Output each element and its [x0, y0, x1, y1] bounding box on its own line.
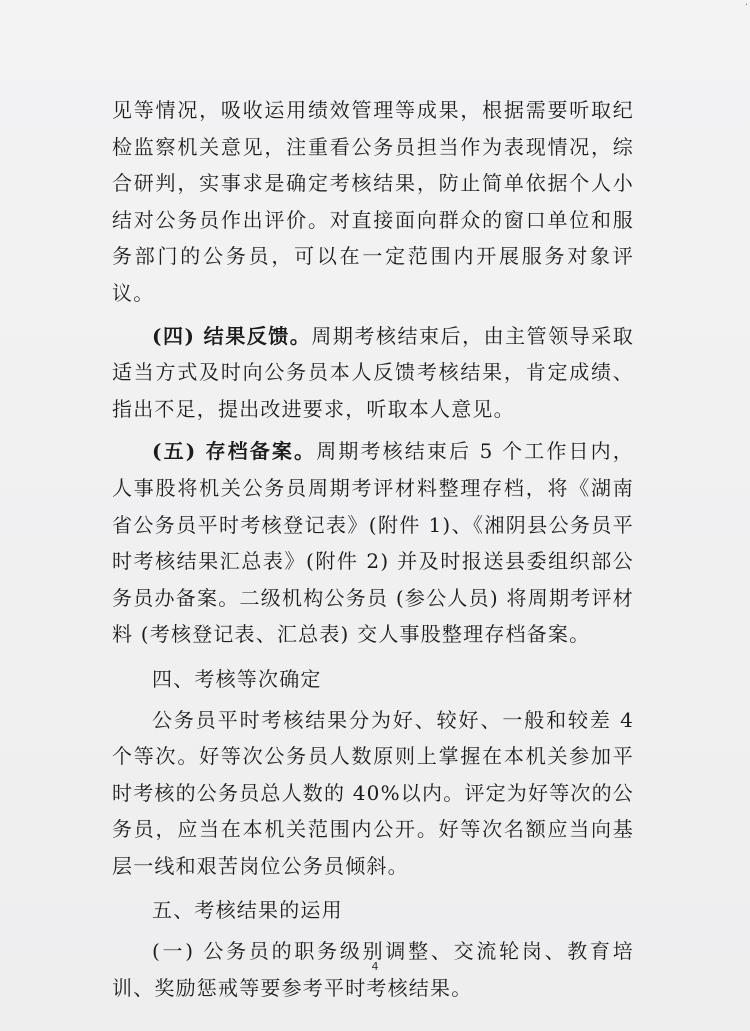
paragraph-result-feedback — [112, 318, 634, 428]
page-number: 4 — [371, 960, 379, 973]
section-heading-result-application: 五、考核结果的运用 — [152, 898, 343, 923]
result-feedback-text: 周期考核结束后，由主管领导采取适当方式及时向公务员本人反馈考核结果，肯定成绩、指出不足，提出改进要求，听取本人意见。 — [112, 323, 634, 421]
scan-edge-mark: · — [744, 0, 748, 11]
paragraph-evaluation-basis: 见等情况，吸收运用绩效管理等成果，根据需要听取纪检监察机关意见，注重看公务员担当作为表现情况，综合研判，实事求是确定考核结果，防止简单依据个人小结对公务员作出评价。对直接面向群众的窗口单位和服务部门的公务员，可以在一定范围内开展服务对象评议。 — [112, 98, 634, 305]
paragraph-grade-determination: 公务员平时考核结果分为好、较好、一般和较差 4 个等次。好等次公务员人数原则上掌握在本机关参加平时考核的公务员总人数的 40%以内。评定为好等次的公务员，应当在本机关范围内公开。好等次名额应当向基层一线和艰苦岗位公务员倾斜。 — [112, 707, 635, 878]
document-body — [112, 92, 634, 1006]
section-heading-grade-determination: 四、考核等次确定 — [152, 666, 322, 691]
archive-filing-text: 周期考核结束后 5 个工作日内，人事股将机关公务员周期考评材料整理存档，将《湖南省公务员平时考核登记表》(附件 1)、《湘阴县公务员平时考核结果汇总表》(附件 2) 并及时报送县委组织部公务员办备案。二级机构公务员 (参公人员) 将周期考评材料 (考核登记表、汇总表) 交人事股整理存档备案。 — [112, 439, 634, 647]
section-lead-archive-filing: (五) 存档备案。 — [152, 439, 317, 464]
paragraph-archive-filing — [112, 433, 634, 653]
section-lead-result-feedback: (四) 结果反馈。 — [152, 323, 312, 348]
paragraph-result-application: (一) 公务员的职务级别调整、交流轮岗、教育培训、奖励惩戒等要参考平时考核结果。 — [112, 939, 635, 1000]
